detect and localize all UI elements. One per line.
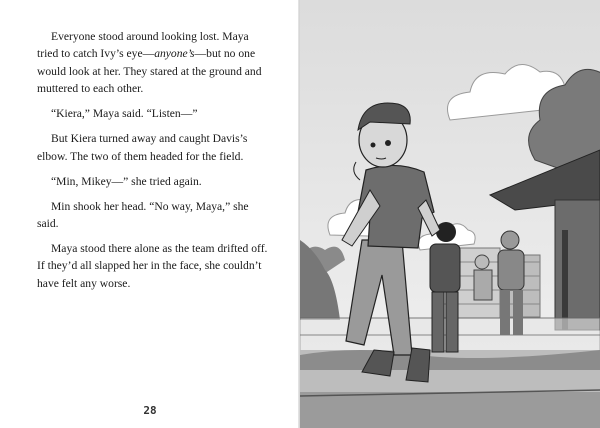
paragraph-1-text-a: Everyone stood around looking lost. Maya tried to catch Ivy’s eye— <box>37 30 249 61</box>
paragraph-2: “Kiera,” Maya said. “Listen—” <box>51 107 198 121</box>
paragraph-4: “Min, Mikey—” she tried again. <box>51 174 202 188</box>
paragraph-1-italic: anyone’s <box>154 47 195 61</box>
paragraph-5: Min shook her head. “No way, Maya,” she said. <box>37 199 249 231</box>
illustration <box>300 0 600 428</box>
page-number: 28 <box>143 404 157 417</box>
illustration-page <box>300 0 600 428</box>
paragraph-3: But Kiera turned away and caught Davis’s elbow. The two of them headed for the field. <box>37 132 248 163</box>
story-text <box>37 28 269 300</box>
paragraph-1 <box>37 28 269 98</box>
paragraph-6: Maya stood there alone as the team drifted off. If they’d all slapped her in the face, she couldn’t have felt any worse. <box>37 242 268 290</box>
paragraph-1-text-b: —but no one would look at her. They stared at the ground and muttered to each other. <box>37 47 262 96</box>
path <box>300 392 600 428</box>
